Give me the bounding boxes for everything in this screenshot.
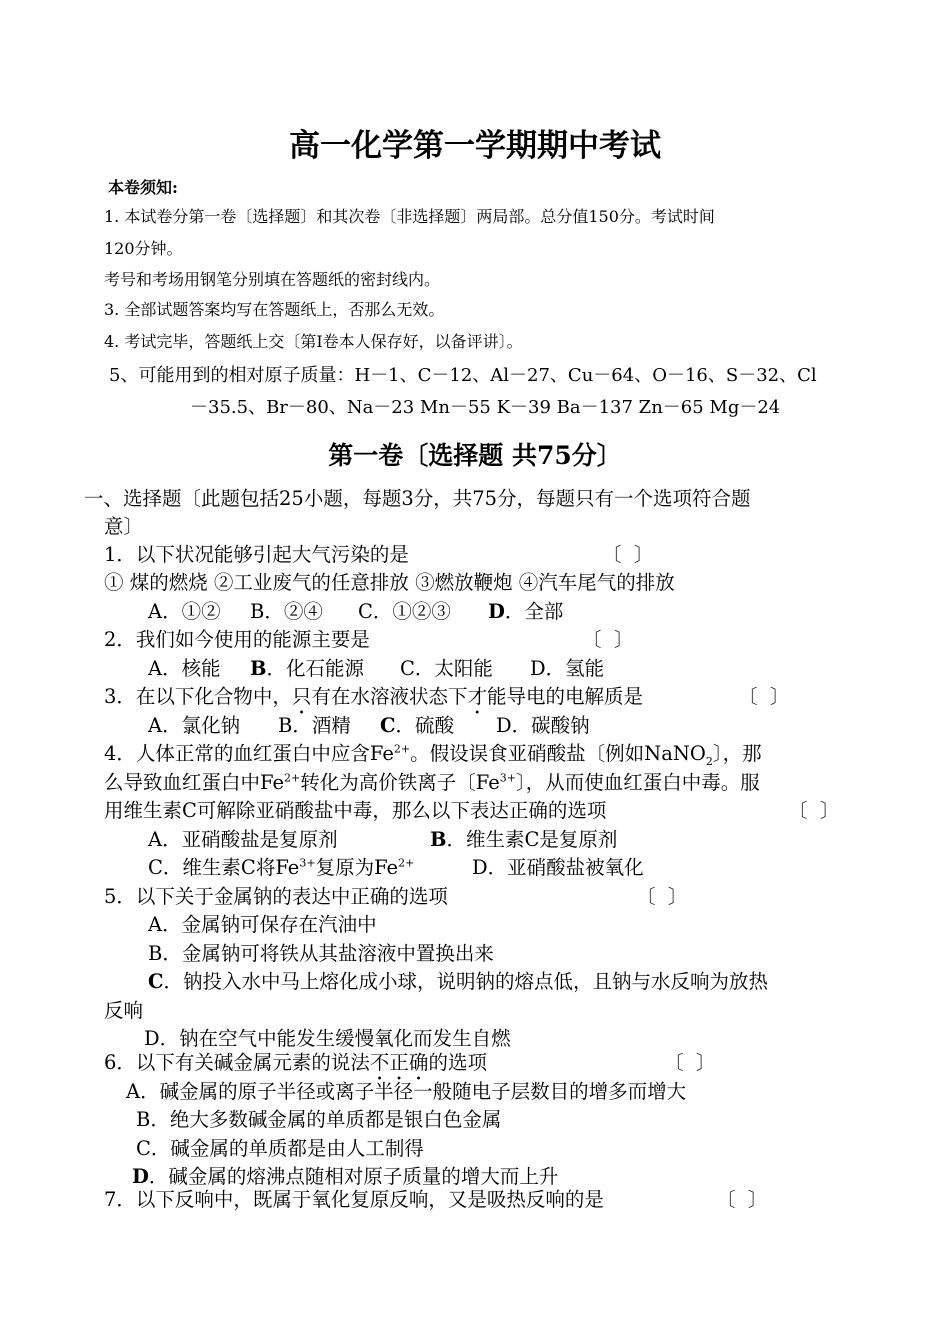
q2-option-b-letter: B xyxy=(250,657,267,680)
q3-stem-part: 能导电的电解质是 xyxy=(486,685,643,708)
q3-option-b: B．酒精 xyxy=(278,714,351,737)
q4-superscript: 2+ xyxy=(393,742,411,756)
q5-option-c-letter: C xyxy=(148,970,164,993)
q4-option-a: A．亚硝酸盐是复原剂 xyxy=(148,828,338,851)
notice-item-5-cont: －35.5、Br－80、Na－23 Mn－55 K－39 Ba－137 Zn－65 Mg－24 xyxy=(190,397,781,418)
q4-text: 〕，从而使血红蛋白中毒。服 xyxy=(515,771,760,794)
q6-stem-part: 的选项 xyxy=(428,1051,487,1074)
q2-option-c: C．太阳能 xyxy=(400,657,493,680)
part1-instructions: 一、选择题〔此题包括25小题，每题3分，共75分，每题只有一个选项符合题 xyxy=(84,487,751,510)
q3-emphasis-2: 才 xyxy=(467,685,487,708)
q4-text: 么导致血红蛋白中Fe xyxy=(104,771,285,794)
q3-option-d: D．碳酸钠 xyxy=(496,714,590,737)
q4-option-c xyxy=(148,854,414,882)
q4-text: 。假设误食亚硝酸盐〔例如NaNO xyxy=(410,742,706,765)
q5-option-c xyxy=(148,968,768,996)
q2-option-b-text: ．化石能源 xyxy=(266,657,364,680)
question-7-stem: 7．以下反响中，既属于氧化复原反响，又是吸热反响的是 xyxy=(104,1188,604,1211)
answer-bracket-q7: 〔 〕 xyxy=(716,1188,768,1211)
answer-bracket-q5: 〔 〕 xyxy=(636,885,688,908)
q1-option-c: C．①②③ xyxy=(358,600,451,623)
q3-stem-part: 有在水溶液状态下 xyxy=(311,685,468,708)
notice-item-4: 4. 考试完毕，答题纸上交〔第I卷本人保存好，以备评讲〕。 xyxy=(104,332,523,351)
notice-item-1-cont: 120分钟。 xyxy=(104,239,183,258)
q4-c-superscript: 2+ xyxy=(398,856,415,870)
q4-text: 4．人体正常的血红蛋白中应含Fe xyxy=(104,742,394,765)
q4-option-d: D．亚硝酸盐被氧化 xyxy=(472,856,644,879)
q3-option-c-text: ．硫酸 xyxy=(395,714,455,737)
q4-c-text: C．维生素C将Fe xyxy=(148,856,300,879)
question-4-line-3: 用维生素C可解除亚硝酸盐中毒，那么以下表达正确的选项 xyxy=(104,799,607,822)
answer-bracket-q1: 〔 〕 xyxy=(602,543,654,566)
q6-stem-part: 6．以下有关碱金属元素的说法 xyxy=(104,1051,370,1074)
answer-bracket-q3: 〔 〕 xyxy=(738,685,790,708)
q4-c-text: 复原为Fe xyxy=(315,856,399,879)
q3-option-a: A．氯化钠 xyxy=(148,714,241,737)
answer-bracket-q4: 〔 〕 xyxy=(788,799,840,822)
q4-superscript: 3+ xyxy=(499,771,516,785)
q6-option-a: A．碱金属的原子半径或离子半径一般随电子层数目的增多而增大 xyxy=(126,1080,687,1103)
q5-option-a: A．金属钠可保存在汽油中 xyxy=(148,913,377,936)
q4-text: 〕，那 xyxy=(712,742,762,765)
q6-option-b: B．绝大多数碱金属的单质都是银白色金属 xyxy=(136,1108,502,1131)
q5-option-d: D．钠在空气中能发生缓慢氧化而发生自燃 xyxy=(144,1027,511,1050)
question-2-stem: 2．我们如今使用的能源主要是 xyxy=(104,628,370,651)
q3-stem-part: 3．在以下化合物中， xyxy=(104,685,292,708)
answer-bracket-q2: 〔 〕 xyxy=(582,628,634,651)
q3-option-c-letter: C xyxy=(380,714,396,737)
q4-c-superscript: 3+ xyxy=(299,856,316,870)
notice-item-1: 1. 本试卷分第一卷〔选择题〕和其次卷〔非选择题〕两局部。总分值150分。考试时间 xyxy=(104,207,715,226)
q3-option-c xyxy=(380,712,454,740)
q2-option-b xyxy=(250,655,364,683)
q4-option-b xyxy=(430,826,617,854)
question-1-stem: 1．以下状况能够引起大气污染的是 xyxy=(104,543,409,566)
notice-heading: 本卷须知: xyxy=(108,178,178,197)
q1-option-d-letter: D xyxy=(488,600,505,623)
notice-item-2: 考号和考场用钢笔分别填在答题纸的密封线内。 xyxy=(104,270,441,289)
q5-option-b: B．金属钠可将铁从其盐溶液中置换出来 xyxy=(148,942,494,965)
q1-option-b: B．②④ xyxy=(250,600,323,623)
q1-option-d-text: ．全部 xyxy=(504,600,564,623)
question-5-stem: 5．以下关于金属钠的表达中正确的选项 xyxy=(104,885,448,908)
part1-instructions-cont: 意〕 xyxy=(104,515,144,538)
q6-emphasis: 不正确 xyxy=(369,1051,429,1074)
notice-item-5: 5、可能用到的相对原子质量：H－1、C－12、Al－27、Cu－64、O－16、S－32、Cl xyxy=(109,365,817,386)
q5-option-c-cont: 反响 xyxy=(104,999,144,1022)
answer-bracket-q6: 〔 〕 xyxy=(664,1051,716,1074)
q4-subscript: 2 xyxy=(705,754,713,768)
q1-option-d xyxy=(488,598,563,626)
q4-option-b-text: ．维生素C是复原剂 xyxy=(446,828,618,851)
question-4-line-1 xyxy=(104,740,762,768)
q6-option-c: C．碱金属的单质都是由人工制得 xyxy=(136,1137,424,1160)
section-title: 第一卷〔选择题 共75分〕 xyxy=(328,441,622,470)
q6-option-d-text: ．碱金属的熔沸点随相对原子质量的增大而上升 xyxy=(148,1165,559,1188)
q5-option-c-text: ．钠投入水中马上熔化成小球，说明钠的熔点低，且钠与水反响为放热 xyxy=(163,970,769,993)
question-1-items: ① 煤的燃烧 ②工业废气的任意排放 ③燃放鞭炮 ④汽车尾气的排放 xyxy=(104,571,675,594)
q6-option-d-letter: D xyxy=(132,1165,149,1188)
q2-option-a: A．核能 xyxy=(148,657,221,680)
q4-option-b-letter: B xyxy=(430,828,447,851)
q1-option-a: A．①② xyxy=(148,600,221,623)
page-title: 高一化学第一学期期中考试 xyxy=(289,128,661,164)
q4-text: 转化为高价铁离子〔Fe xyxy=(300,771,500,794)
question-4-line-2 xyxy=(104,769,760,797)
q2-option-d: D．氢能 xyxy=(530,657,605,680)
notice-item-3: 3. 全部试题答案均写在答题纸上，否那么无效。 xyxy=(104,300,445,319)
q4-superscript: 2+ xyxy=(284,771,301,785)
q3-emphasis-1: 只 xyxy=(291,685,312,708)
